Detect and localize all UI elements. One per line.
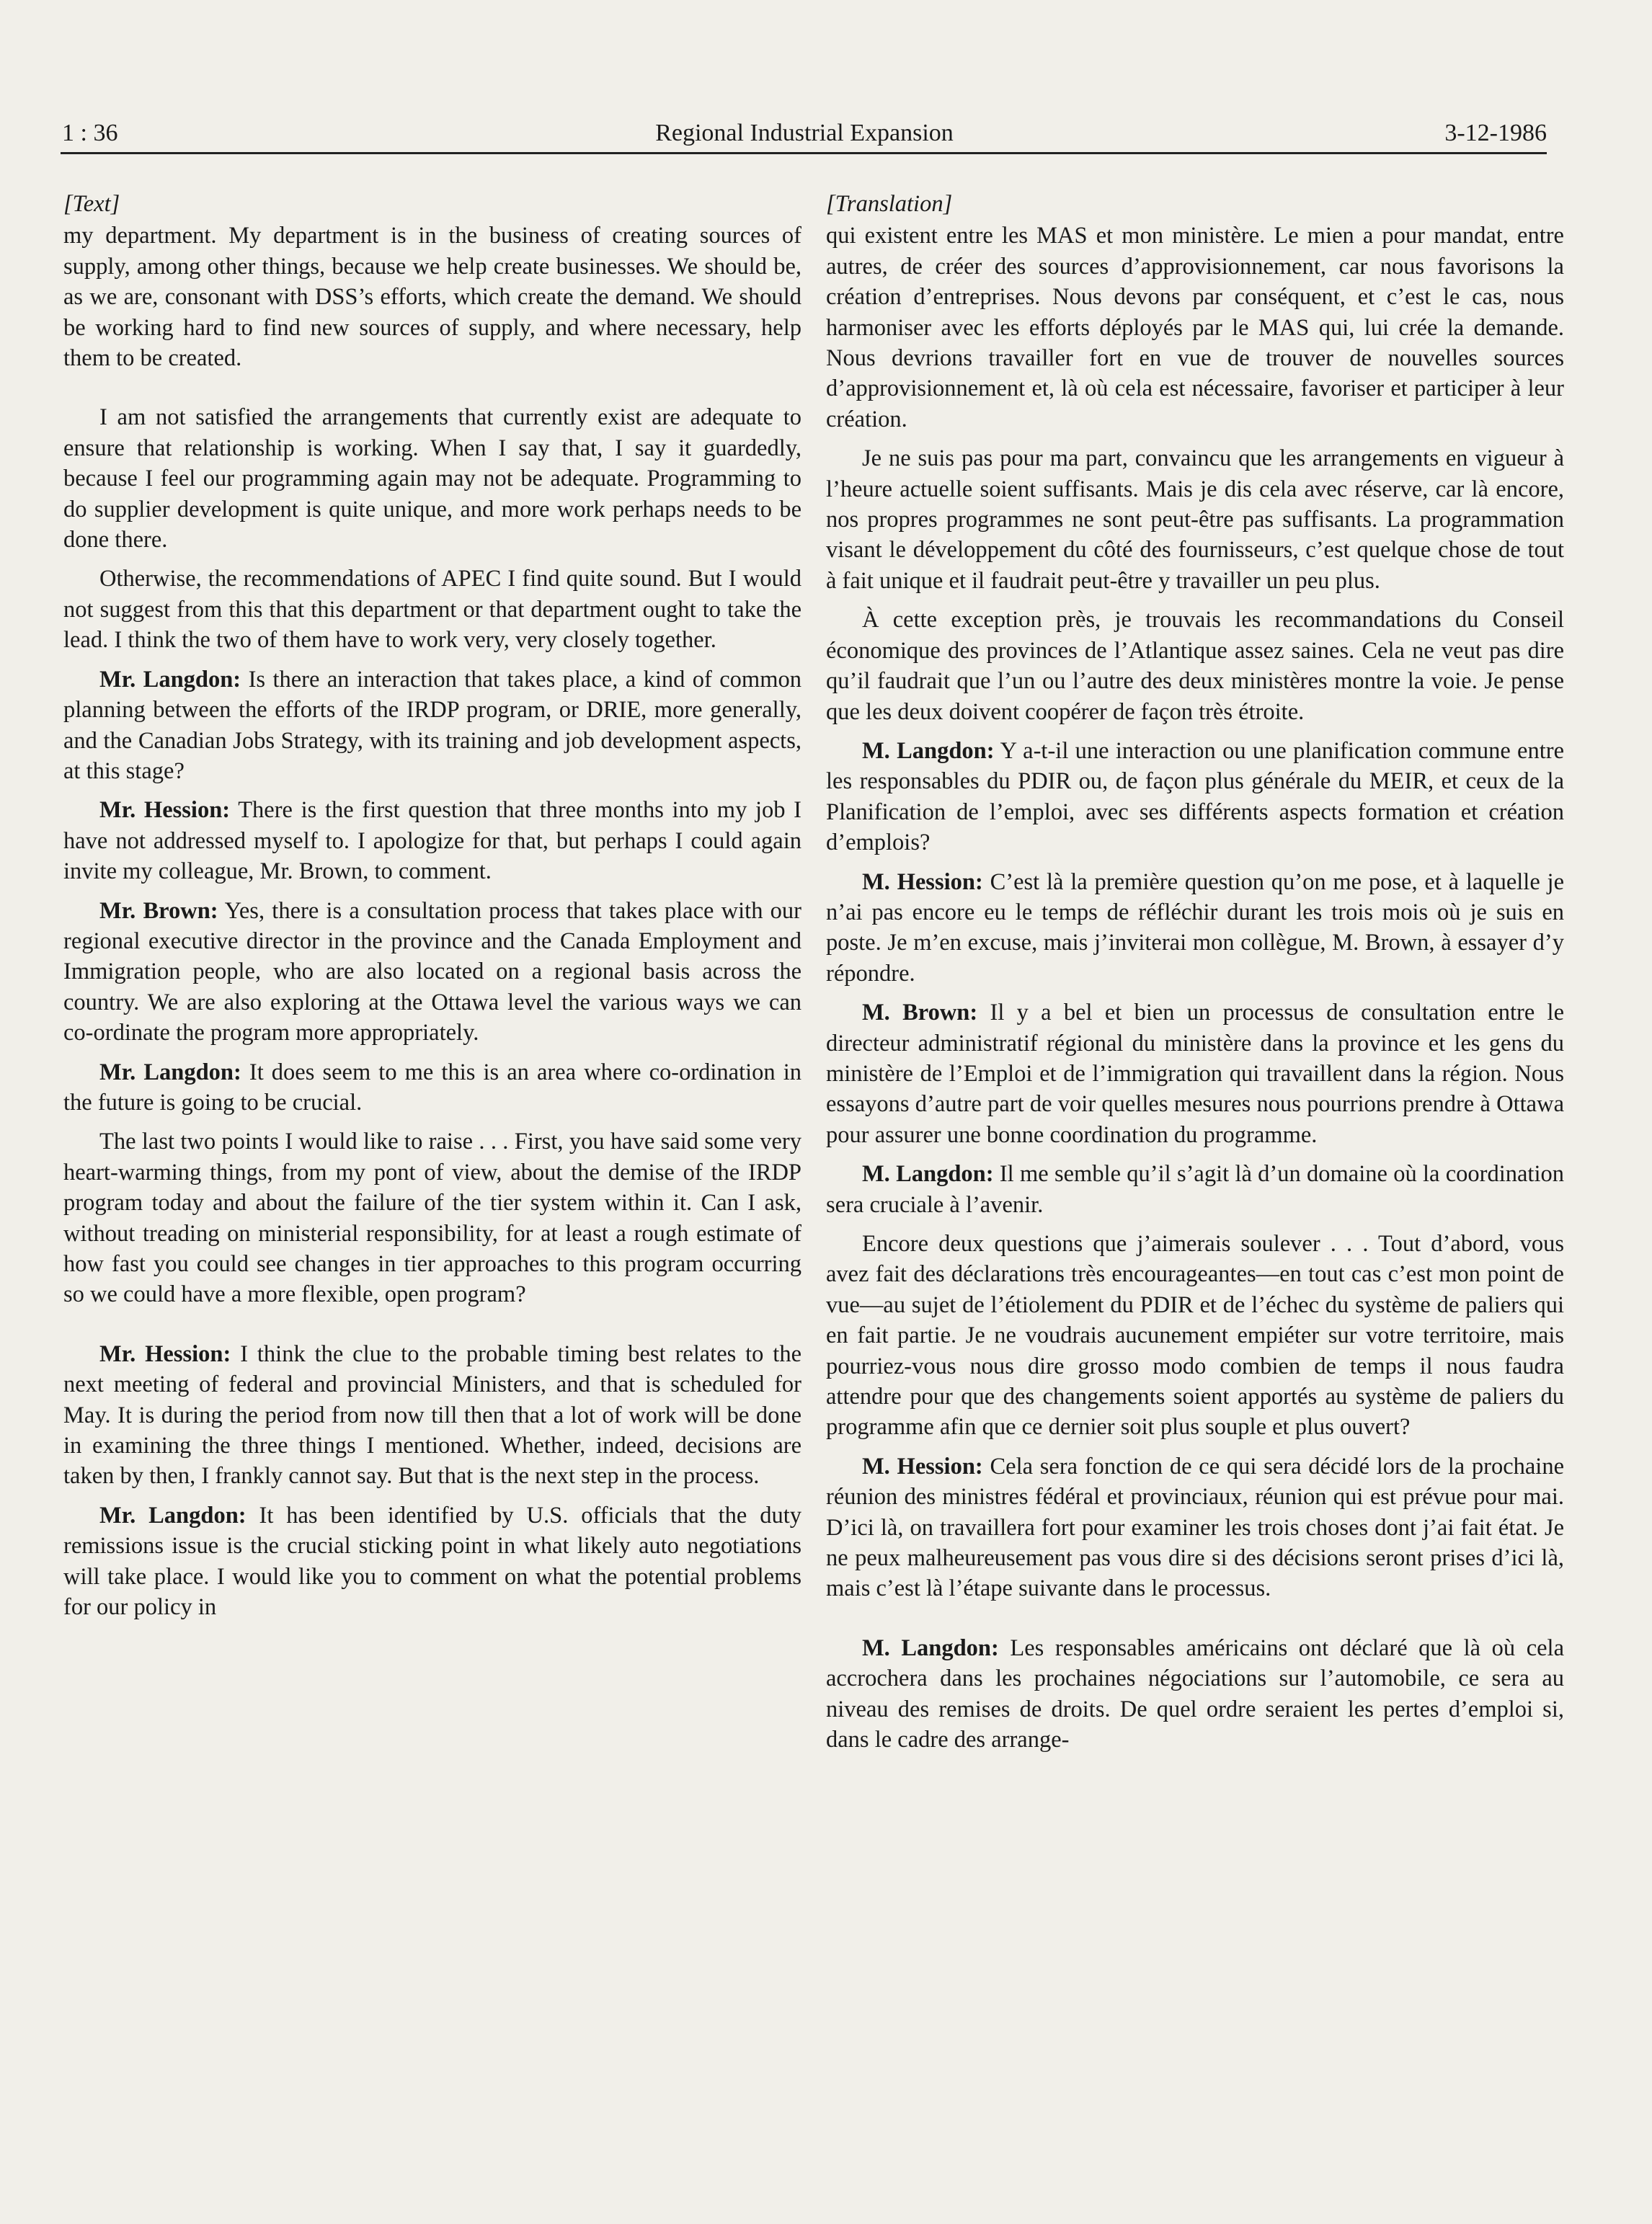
paragraph: I am not satisfied the arrangements that currently exist are adequate to ensure that relationship is working. When I say that, I say it guardedly, because I feel our programming again may not be adequate. Programming to do supplier development is quite unique, and more work perhaps needs to be done there. (63, 404, 801, 553)
english-column (63, 189, 801, 1631)
paragraph: The last two points I would like to raise . . . First, you have said some very heart-warming things, from my pont of view, about the demise of the IRDP program today and about the failure of the tier system within it. Can I ask, without treading on ministerial responsibility, for at least a rough estimate of how fast you could see changes in tier approaches to this program occurring so we could have a more flexible, open program? (63, 1129, 801, 1308)
paragraph: M. Hession: C’est là la première question qu’on me pose, et à laquelle je n’ai pas encore eu le temps de réfléchir durant les trois mois où je suis en poste. Je m’en excuse, mais j’inviterai mon collègue, M. Brown, à essayer d’y répondre. (826, 868, 1565, 987)
speaker-name: M. Brown: (862, 1000, 978, 1026)
paragraph: M. Hession: Cela sera fonction de ce qui sera décidé lors de la prochaine réunion des ministres fédéral et provinciaux, réunion qui est prévue pour mai. D’ici là, on travaillera fort pour examiner les trois choses dont j’ai fait état. Je ne peux malheureusement pas vous dire si des décisions seront prises d’ici là, mais c’est là l’étape suivante dans le processus. (826, 1453, 1565, 1602)
speaker-name: M. Langdon: (862, 1161, 994, 1188)
page-header (62, 120, 1547, 156)
paragraph: Otherwise, the recommendations of APEC I find quite sound. But I would not suggest from this that this department or that department ought to take the lead. I think the two of them have to work very, very closely together. (63, 566, 801, 654)
paragraph: M. Brown: Il y a bel et bien un processus de consultation entre le directeur administratif régional du ministère dans la province et les gens du ministère de l’Emploi et de l’immigration qui travaillent dans la région. Nous essayons d’autre part de voir quelles mesures nous pourrions prendre à Ottawa pour assurer une bonne coordination du programme. (826, 1000, 1564, 1148)
paragraph: M. Langdon: Y a-t-il une interaction ou une planification commune entre les responsables du PDIR ou, de façon plus générale du MEIR, et ceux de la Planification de l’emploi, avec ses différents aspects formation et création d’emplois? (826, 737, 1564, 856)
paragraph: my department. My department is in the business of creating sources of supply, among other things, because we help create businesses. We should be, as we are, consonant with DSS’s efforts, which create the demand. We should be working hard to find new sources of supply, and where necessary, help them to be created. (63, 223, 801, 372)
page-date: 3-12-1986 (1444, 120, 1547, 146)
speaker-name: Mr. Brown: (99, 897, 218, 924)
speaker-name: Mr. Langdon: (99, 666, 241, 693)
paragraph: M. Langdon: Les responsables américains ont déclaré que là où cela accrochera dans les prochaines négociations sur l’automobile, ce sera au niveau des remises de droits. De quel ordre seraient les pertes d’emploi si, dans le cadre des arrange- (826, 1634, 1564, 1753)
speaker-name: M. Hession: (862, 1453, 983, 1480)
paragraph: Mr. Brown: Yes, there is a consultation process that takes place with our regional executive director in the province and the Canada Employment and Immigration people, who are also located on a regional basis across the country. We are also exploring at the Ottawa level the various ways we can co-ordinate the program more appropriately. (63, 897, 801, 1046)
running-title: Regional Industrial Expansion (655, 120, 954, 146)
paragraph: Mr. Langdon: It does seem to me this is an area where co-ordination in the future is going to be crucial. (63, 1059, 802, 1116)
speaker-name: Mr. Hession: (99, 1340, 231, 1367)
paragraph: Je ne suis pas pour ma part, convaincu que les arrangements en vigueur à l’heure actuelle soient suffisants. Mais je dis cela avec réserve, car là encore, nos propres programmes ne sont peut-être pas suffisants. La programmation visant le développement du côté des fournisseurs, c’est quelque chose de tout à fait unique et il faudrait peut-être y travailler un peu plus. (826, 445, 1564, 594)
column-label: [Translation] (826, 191, 953, 217)
paragraph: M. Langdon: Il me semble qu’il s’agit là d’un domaine où la coordination sera cruciale à l’avenir. (826, 1161, 1564, 1218)
paragraph: Mr. Langdon: It has been identified by U.S. officials that the duty remissions issue is the crucial sticking point in what likely auto negotiations will take place. I would like you to comment on what the potential problems for our policy in (63, 1502, 801, 1621)
french-column (826, 189, 1564, 1764)
speaker-name: M. Hession: (862, 868, 983, 895)
paragraph: qui existent entre les MAS et mon ministère. Le mien a pour mandat, entre autres, de créer des sources d’approvisionnement, car nous favorisons la création d’entreprises. Nous devons par conséquent, et c’est le cas, nous harmoniser avec les efforts déployés par le MAS qui, lui crée la demande. Nous devrions travailler fort en vue de trouver de nouvelles sources d’approvisionnement et, là où cela est nécessaire, favoriser et participer à leur création. (826, 223, 1564, 432)
speaker-name: M. Langdon: (862, 737, 995, 764)
speaker-name: Mr. Hession: (99, 797, 231, 824)
paragraph: Mr. Hession: I think the clue to the probable timing best relates to the next meeting of federal and provincial Ministers, and that is scheduled for May. It is during the period from now till then that a lot of work will be done in examining the three things I mentioned. Whether, indeed, decisions are taken by then, I frankly cannot say. But that is the next step in the process. (63, 1340, 802, 1490)
speaker-name: Mr. Langdon: (99, 1059, 241, 1085)
paragraph: Mr. Hession: There is the first question that three months into my job I have not addressed myself to. I apologize for that, but perhaps I could again invite my colleague, Mr. Brown, to comment. (63, 797, 802, 885)
header-rule (61, 152, 1547, 154)
paragraph: À cette exception près, je trouvais les recommandations du Conseil économique des provinces de l’Atlantique assez saines. Cela ne veut pas dire qu’il faudrait que l’un ou l’autre des deux ministères montre la voie. Je pense que les deux doivent coopérer de façon très étroite. (826, 607, 1564, 725)
paragraph: Mr. Langdon: Is there an interaction that takes place, a kind of common planning between the efforts of the IRDP program, or DRIE, more generally, and the Canadian Jobs Strategy, with its training and job development aspects, at this stage? (63, 666, 801, 784)
speaker-name: Mr. Langdon: (99, 1502, 247, 1529)
column-label: [Text] (63, 191, 120, 217)
speaker-name: M. Langdon: (862, 1634, 999, 1661)
page-number: 1 : 36 (62, 120, 118, 146)
paragraph: Encore deux questions que j’aimerais soulever . . . Tout d’abord, vous avez fait des déclarations très encourageantes—en tout cas c’est mon point de vue—au sujet de l’étiolement du PDIR et de l’échec du système de paliers qui en fait partie. Je ne voudrais aucunement empiéter sur votre territoire, mais pourriez-vous nous dire grosso modo combien de temps il nous faudra attendre pour que des changements soient apportés au système de paliers du programme afin que ce dernier soit plus souple et plus ouvert? (826, 1231, 1564, 1441)
